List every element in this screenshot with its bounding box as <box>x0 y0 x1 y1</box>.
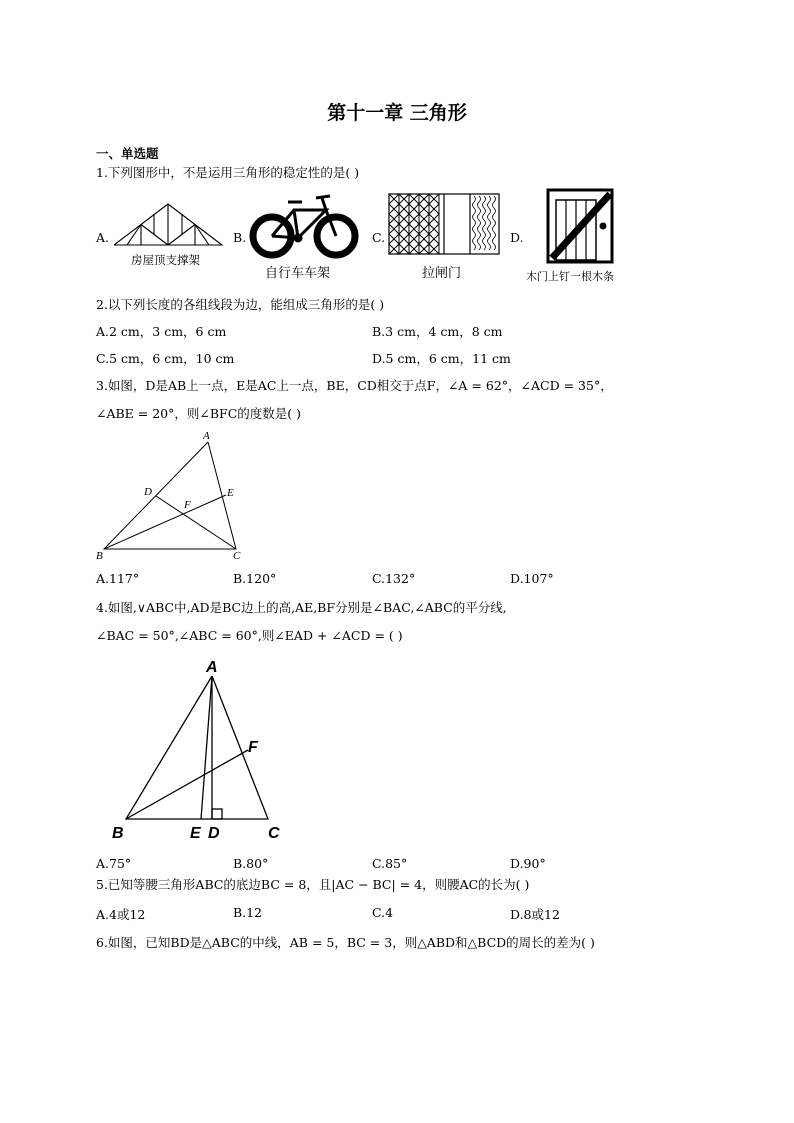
roof-truss-figure <box>112 200 224 248</box>
bicycle-figure <box>248 190 360 260</box>
q4-label-b: B <box>112 825 124 842</box>
q2-option-c: C.5 cm，6 cm，10 cm <box>96 351 235 366</box>
q5-option-a: A.4或12 <box>96 907 146 922</box>
q4-label-a: A <box>206 659 218 676</box>
q3-triangle-figure <box>96 428 256 564</box>
folding-gate-figure <box>388 193 500 255</box>
q2-stem: 2.以下列长度的各组线段为边，能组成三角形的是( ) <box>96 297 385 312</box>
section-heading: 一、单选题 <box>96 146 159 161</box>
q3-label-a: A <box>203 430 210 442</box>
q3-label-b: B <box>96 550 103 562</box>
q4-option-b: B.80° <box>233 856 269 871</box>
q4-label-f: F <box>248 739 258 756</box>
q4-option-c: C.85° <box>372 856 408 871</box>
q4-stem-line1: 4.如图,∨ABC中,AD是BC边上的高,AE,BF分别是∠BAC,∠ABC的平分线, <box>96 600 507 615</box>
q2-option-a: A.2 cm，3 cm，6 cm <box>96 324 227 339</box>
q5-option-b: B.12 <box>233 905 263 920</box>
wooden-door-figure <box>546 188 614 264</box>
q3-option-a: A.117° <box>96 571 140 586</box>
q1-option-d-letter: D. <box>510 230 524 245</box>
q5-stem: 5.已知等腰三角形ABC的底边BC = 8，且|AC − BC| = 4，则腰AC的长为( ) <box>96 877 530 892</box>
q3-stem-line1: 3.如图，D是AB上一点，E是AC上一点，BE，CD相交于点F，∠A = 62°，∠ACD = 35°， <box>96 378 613 393</box>
q5-option-d: D.8或12 <box>510 907 560 922</box>
q2-option-d: D.5 cm，6 cm，11 cm <box>372 351 511 366</box>
q2-option-b: B.3 cm，4 cm，8 cm <box>372 324 503 339</box>
q4-stem-line2: ∠BAC = 50°,∠ABC = 60°,则∠EAD + ∠ACD = ( ) <box>96 628 403 643</box>
q1-option-a-caption: 房屋顶支撑架 <box>131 253 200 267</box>
q3-label-f: F <box>184 499 191 511</box>
q5-option-c: C.4 <box>372 905 394 920</box>
q6-stem: 6.如图，已知BD是△ABC的中线，AB = 5，BC = 3，则△ABD和△BCD的周长的差为( ) <box>96 935 595 950</box>
q1-option-a-letter: A. <box>96 230 110 245</box>
q3-label-c: C <box>233 550 241 562</box>
q1-option-c-caption: 拉闸门 <box>422 266 462 281</box>
q1-option-d-caption: 木门上钉一根木条 <box>526 270 614 283</box>
page-title: 第十一章 三角形 <box>327 102 467 124</box>
q4-label-d: D <box>208 825 220 842</box>
q4-label-e: E <box>190 825 201 842</box>
q3-stem-line2: ∠ABE = 20°，则∠BFC的度数是( ) <box>96 406 302 421</box>
q1-stem: 1.下列图形中，不是运用三角形的稳定性的是( ) <box>96 165 360 180</box>
q1-option-c-letter: C. <box>372 230 386 245</box>
q3-option-c: C.132° <box>372 571 416 586</box>
q4-option-a: A.75° <box>96 856 132 871</box>
q4-triangle-figure <box>108 654 298 844</box>
q3-label-d: D <box>144 486 152 498</box>
q4-option-d: D.90° <box>510 856 546 871</box>
q3-option-d: D.107° <box>510 571 554 586</box>
q1-option-b-letter: B. <box>233 230 247 245</box>
q3-label-e: E <box>227 487 234 499</box>
q4-label-c: C <box>268 825 280 842</box>
q1-option-b-caption: 自行车车架 <box>265 266 331 281</box>
q3-option-b: B.120° <box>233 571 277 586</box>
